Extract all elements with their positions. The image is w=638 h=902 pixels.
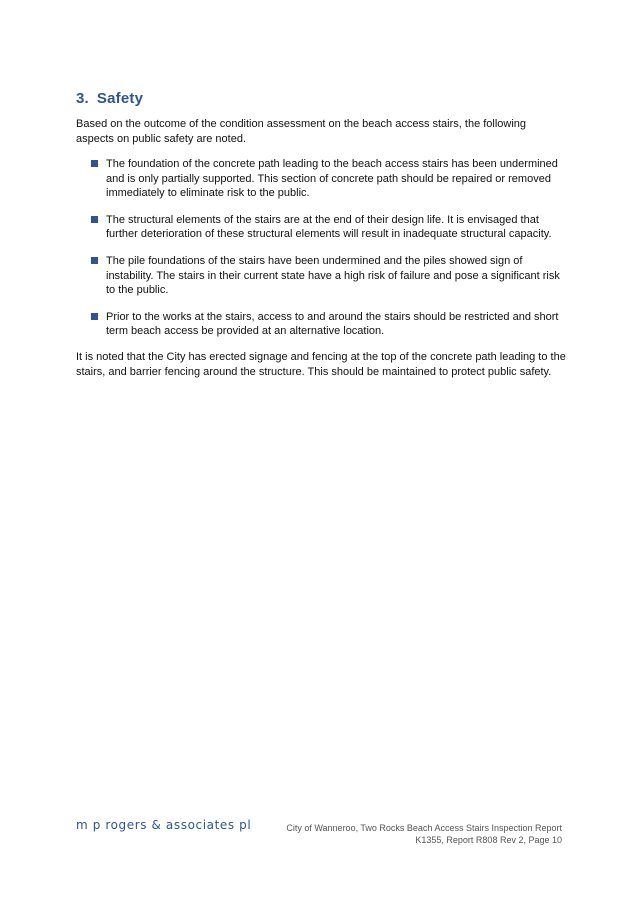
bullet-item xyxy=(76,310,566,339)
safety-bullet-list xyxy=(76,157,566,351)
section-title: Safety xyxy=(96,90,144,107)
bullet-text: The pile foundations of the stairs have been undermined and the piles showed sign of instability. The stairs in their current state have a high risk of failure and pose a significant risk to the public. xyxy=(106,254,560,297)
section-number: 3. xyxy=(76,90,89,107)
closing-paragraph: It is noted that the City has erected signage and fencing at the top of the concrete path leading to the stairs, and barrier fencing around the structure. This should be maintained to protect public safety. xyxy=(76,351,566,378)
bullet-item xyxy=(76,157,566,201)
bullet-item xyxy=(76,213,566,242)
report-footer xyxy=(286,822,562,846)
section-heading xyxy=(76,90,143,107)
bullet-text: Prior to the works at the stairs, access to and around the stairs should be restricted and short term beach access be provided at an alternative location. xyxy=(106,310,559,338)
square-bullet-icon xyxy=(91,216,98,223)
company-logo-text: m p rogers & associates pl xyxy=(76,818,252,832)
bullet-text: The structural elements of the stairs are at the end of their design life. It is envisaged that further deterioration of these structural elements will result in inadequate structural capacity. xyxy=(106,213,552,241)
square-bullet-icon xyxy=(91,160,98,167)
bullet-item xyxy=(76,254,566,298)
intro-paragraph: Based on the outcome of the condition assessment on the beach access stairs, the following aspects on public safety are noted. xyxy=(76,118,527,145)
square-bullet-icon xyxy=(91,257,98,264)
report-page-line: K1355, Report R808 Rev 2, Page 10 xyxy=(415,835,562,845)
square-bullet-icon xyxy=(91,313,98,320)
report-title-line: City of Wanneroo, Two Rocks Beach Access Stairs Inspection Report xyxy=(286,823,562,833)
bullet-text: The foundation of the concrete path leading to the beach access stairs has been undermined and is only partially supported. This section of concrete path should be repaired or removed immediately to eliminate risk to the public. xyxy=(106,158,558,200)
